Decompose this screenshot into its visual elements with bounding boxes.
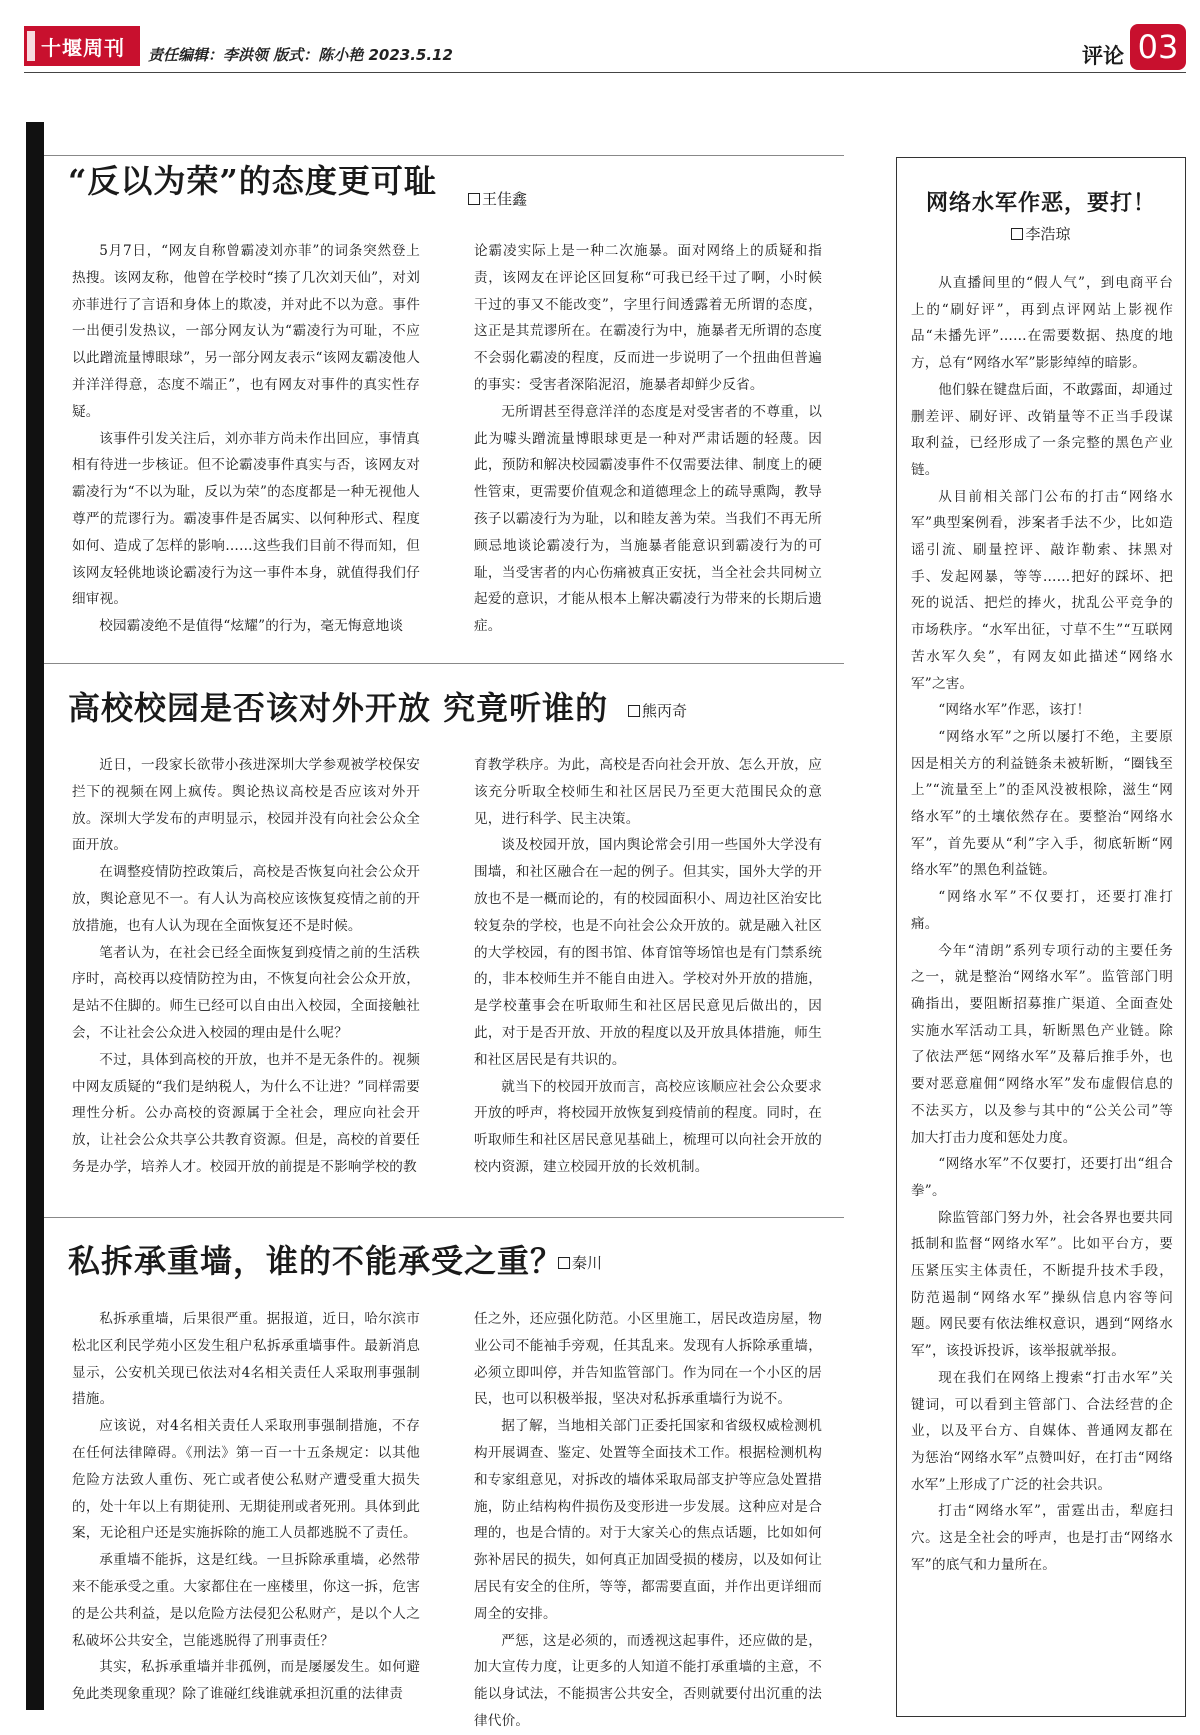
article-3-col-2 [474, 1306, 822, 1735]
article-1-col-1 [72, 238, 420, 640]
paragraph: 他们躲在键盘后面，不敢露面，却通过删差评、刷好评、改销量等不正当手段谋取利益，已经形成了一条完整的黑色产业链。 [911, 381, 1173, 478]
article-3-author-name: 秦川 [572, 1254, 603, 1272]
paragraph: 应该说，对4名相关责任人采取刑事强制措施，不存在任何法律障碍。《刑法》第一百一十五条规定：以其他危险方法致人重伤、死亡或者使公私财产遭受重大损失的，处十年以上有期徒刑、无期徒刑或者死刑。具体到此案，无论租户还是实施拆除的施工人员都逃脱不了责任。 [72, 1418, 420, 1542]
paragraph: 任之外，还应强化防范。小区里施工，居民改造房屋，物业公司不能袖手旁观，任其乱来。发现有人拆除承重墙，必须立即叫停，并告知监管部门。作为同在一个小区的居民，也可以积极举报，坚决对私拆承重墙行为说不。 [474, 1311, 822, 1408]
paragraph: 现在我们在网络上搜索“打击水军”关键词，可以看到主管部门、合法经营的企业，以及平台方、自媒体、普通网友都在为惩治“网络水军”点赞叫好，在打击“网络水军”上形成了广泛的社会共识。 [911, 1369, 1173, 1493]
section-name: 评论 [1082, 44, 1124, 68]
masthead-logo-text: 十堰周刊 [41, 35, 125, 60]
paragraph: “网络水军”不仅要打，还要打准打痛。 [911, 889, 1173, 932]
article-2-author-name: 熊丙奇 [642, 702, 688, 720]
sidebar-body [911, 270, 1173, 1578]
paragraph: 谈及校园开放，国内舆论常会引用一些国外大学没有围墙，和社区融合在一起的例子。但其实，国外大学的开放也不是一概而论的，有的校园面积小、周边社区治安比较复杂的学校，也是不向社会公众开放的。就是融入社区的大学校园，有的图书馆、体育馆等场馆也是有门禁系统的，非本校师生并不能自由进入。学校对外开放的措施，是学校董事会在听取师生和社区居民意见后做出的，因此，对于是否开放、开放的程度以及开放具体措施，师生和社区居民是有共识的。 [474, 837, 822, 1068]
article-separator [44, 663, 844, 664]
paragraph: 从目前相关部门公布的打击“网络水军”典型案例看，涉案者手法不少，比如造谣引流、刷量控评、敲诈勒索、抹黑对手、发起网暴，等等……把好的踩坏、把死的说活、把烂的捧火，扰乱公平竞争的市场秩序。“水军出征，寸草不生”“互联网苦水军久矣”，有网友如此描述“网络水军”之害。 [911, 488, 1173, 692]
sidebar-author-name: 李浩琼 [1025, 225, 1071, 243]
article-2-col-2 [474, 752, 822, 1181]
square-icon [558, 1257, 570, 1269]
article-separator [44, 1217, 844, 1218]
article-1-col-2 [474, 238, 822, 640]
paragraph: 在调整疫情防控政策后，高校是否恢复向社会公众开放，舆论意见不一。有人认为高校应该恢复疫情之前的开放措施，也有人认为现在全面恢复还不是时候。 [72, 864, 420, 934]
paragraph: 其实，私拆承重墙并非孤例，而是屡屡发生。如何避免此类现象重现？除了谁碰红线谁就承担沉重的法律责 [72, 1659, 420, 1703]
left-decorative-bar [26, 122, 44, 1710]
article-1-author-name: 王佳鑫 [482, 190, 528, 208]
paragraph: “网络水军”作恶，该打！ [938, 702, 1091, 719]
article-3-col-1 [72, 1306, 420, 1708]
logo-bar-icon [27, 31, 35, 61]
paragraph: 无所谓甚至得意洋洋的态度是对受害者的不尊重，以此为噱头蹭流量博眼球更是一种对严肃话题的轻蔑。因此，预防和解决校园霸凌事件不仅需要法律、制度上的硬性管束，更需要价值观念和道德理念上的疏导熏陶，教导孩子以霸凌行为为耻，以和睦友善为荣。当我们不再无所顾忌地谈论霸凌行为，当施暴者能意识到霸凌行为的可耻，当受害者的内心伤痛被真正安抚，当全社会共同树立起爱的意识，才能从根本上解决霸凌行为带来的长期后遗症。 [474, 403, 822, 635]
article-2-col-1 [72, 752, 420, 1181]
article-1-title: “反以为荣”的态度更可耻 [68, 162, 437, 200]
paragraph: 据了解，当地相关部门正委托国家和省级权威检测机构开展调查、鉴定、处置等全面技术工作。根据检测机构和专家组意见，对拆改的墙体采取局部支护等应急处置措施，防止结构构件损伤及变形进一步发展。这种应对是合理的，也是合情的。对于大家关心的焦点话题，比如如何弥补居民的损失，如何真正加固受损的楼房，以及如何让居民有安全的住所，等等，都需要直面，并作出更详细而周全的安排。 [474, 1418, 822, 1622]
paragraph: 校园霸凌绝不是值得“炫耀”的行为，毫无悔意地谈 [99, 618, 404, 635]
paragraph: 从直播间里的“假人气”，到电商平台上的“刷好评”，再到点评网站上影视作品“未播先评”……在需要数据、热度的地方，总有“网络水军”影影绰绰的暗影。 [911, 275, 1173, 372]
square-icon [628, 705, 640, 717]
article-3-author [558, 1252, 602, 1273]
paragraph: 笔者认为，在社会已经全面恢复到疫情之前的生活秩序时，高校再以疫情防控为由，不恢复向社会公众开放，是站不住脚的。师生已经可以自由出入校园，全面接触社会，不让社会公众进入校园的理由是什么呢？ [72, 944, 420, 1041]
paragraph: 5月7日，“网友自称曾霸凌刘亦菲”的词条突然登上热搜。该网友称，他曾在学校时“揍了几次刘天仙”，对刘亦菲进行了言语和身体上的欺凌，并对此不以为意。事件一出便引发热议，一部分网友认为“霸凌行为可耻，不应以此蹭流量博眼球”，另一部分网友表示“该网友霸凌他人并洋洋得意，态度不端正”，也有网友对事件的真实性存疑。 [72, 243, 420, 420]
masthead-logo [24, 26, 140, 66]
article-2-author [628, 700, 687, 721]
paragraph: 该事件引发关注后，刘亦菲方尚未作出回应，事情真相有待进一步核证。但不论霸凌事件真实与否，该网友对霸凌行为“不以为耻，反以为荣”的态度都是一种无视他人尊严的荒谬行为。霸凌事件是否属实、以何种形式、程度如何、造成了怎样的影响……这些我们目前不得而知，但该网友轻佻地谈论霸凌行为这一事件本身，就值得我们仔细审视。 [72, 430, 420, 608]
sidebar-title: 网络水军作恶，要打！ [925, 190, 1156, 216]
paragraph: “网络水军”之所以屡打不绝，主要原因是相关方的利益链条未被斩断，“圈钱至上”“流量至上”的歪风没被根除，滋生“网络水军”的土壤依然存在。要整治“网络水军”，首先要从“利”字入手，彻底斩断“网络水军”的黑色利益链。 [911, 728, 1173, 879]
article-3-title: 私拆承重墙，谁的不能承受之重？ [68, 1242, 564, 1280]
paragraph: 今年“清朗”系列专项行动的主要任务之一，就是整治“网络水军”。监管部门明确指出，要阻断招募推广渠道、全面查处实施水军活动工具，斩断黑色产业链。除了依法严惩“网络水军”及幕后推手外，也要对恶意雇佣“网络水军”发布虚假信息的不法买方，以及参与其中的“公关公司”等加大打击力度和惩处力度。 [911, 942, 1173, 1146]
paragraph: 私拆承重墙，后果很严重。据报道，近日，哈尔滨市松北区利民学苑小区发生租户私拆承重墙事件。最新消息显示，公安机关现已依法对4名相关责任人采取刑事强制措施。 [72, 1311, 420, 1408]
paragraph: 不过，具体到高校的开放，也并不是无条件的。视频中网友质疑的“我们是纳税人，为什么不让进？”同样需要理性分析。公办高校的资源属于全社会，理应向社会开放，让社会公众共享公共教育资源。但是，高校的首要任务是办学，培养人才。校园开放的前提是不影响学校的教 [72, 1051, 420, 1175]
header-rule [24, 72, 1186, 73]
square-icon [1011, 228, 1023, 240]
paragraph: 就当下的校园开放而言，高校应该顺应社会公众要求开放的呼声，将校园开放恢复到疫情前的程度。同时，在听取师生和社区居民意见基础上，梳理可以向社会开放的校内资源，建立校园开放的长效机制。 [474, 1078, 822, 1175]
editor-info: 责任编辑：李洪领 版式：陈小艳 2023.5.12 [148, 46, 453, 64]
article-2-title: 高校校园是否该对外开放 究竟听谁的 [68, 689, 609, 727]
page-number: 03 [1130, 24, 1186, 70]
sidebar-author [897, 223, 1185, 244]
paragraph: 打击“网络水军”，雷霆出击，犁庭扫穴。这是全社会的呼声，也是打击“网络水军”的底气和力量所在。 [911, 1503, 1173, 1573]
paragraph: 育教学秩序。为此，高校是否向社会开放、怎么开放，应该充分听取全校师生和社区居民乃至更大范围民众的意见，进行科学、民主决策。 [474, 757, 822, 827]
paragraph: 近日，一段家长欲带小孩进深圳大学参观被学校保安拦下的视频在网上疯传。舆论热议高校是否应该对外开放。深圳大学发布的声明显示，校园并没有向社会公众全面开放。 [72, 757, 420, 854]
paragraph: 严惩，这是必须的，而透视这起事件，还应做的是，加大宣传力度，让更多的人知道不能打承重墙的主意，不能以身试法，不能损害公共安全，否则就要付出沉重的法律代价。 [474, 1632, 822, 1729]
paragraph: 承重墙不能拆，这是红线。一旦拆除承重墙，必然带来不能承受之重。大家都住在一座楼里，你这一拆，危害的是公共利益，是以危险方法侵犯公私财产，是以个人之私破坏公共安全，岂能逃脱得了刑事责任？ [72, 1552, 420, 1649]
paragraph: 论霸凌实际上是一种二次施暴。面对网络上的质疑和指责，该网友在评论区回复称“可我已经干过了啊，小时候干过的事又不能改变”，字里行间透露着无所谓的态度，这正是其荒谬所在。在霸凌行为中，施暴者无所谓的态度不会弱化霸凌的程度，反而进一步说明了一个扭曲但普遍的事实：受害者深陷泥沼，施暴者却鲜少反省。 [474, 243, 822, 393]
paragraph: 除监管部门努力外，社会各界也要共同抵制和监督“网络水军”。比如平台方，要压紧压实主体责任，不断提升技术手段，防范遏制“网络水军”操纵信息内容等问题。网民要有依法维权意识，遇到“网络水军”，该投诉投诉，该举报就举报。 [911, 1209, 1173, 1360]
paragraph: “网络水军”不仅要打，还要打出“组合拳”。 [911, 1156, 1173, 1199]
article-1-author [468, 188, 527, 209]
sidebar-commentary-box [896, 157, 1186, 1717]
square-icon [468, 193, 480, 205]
